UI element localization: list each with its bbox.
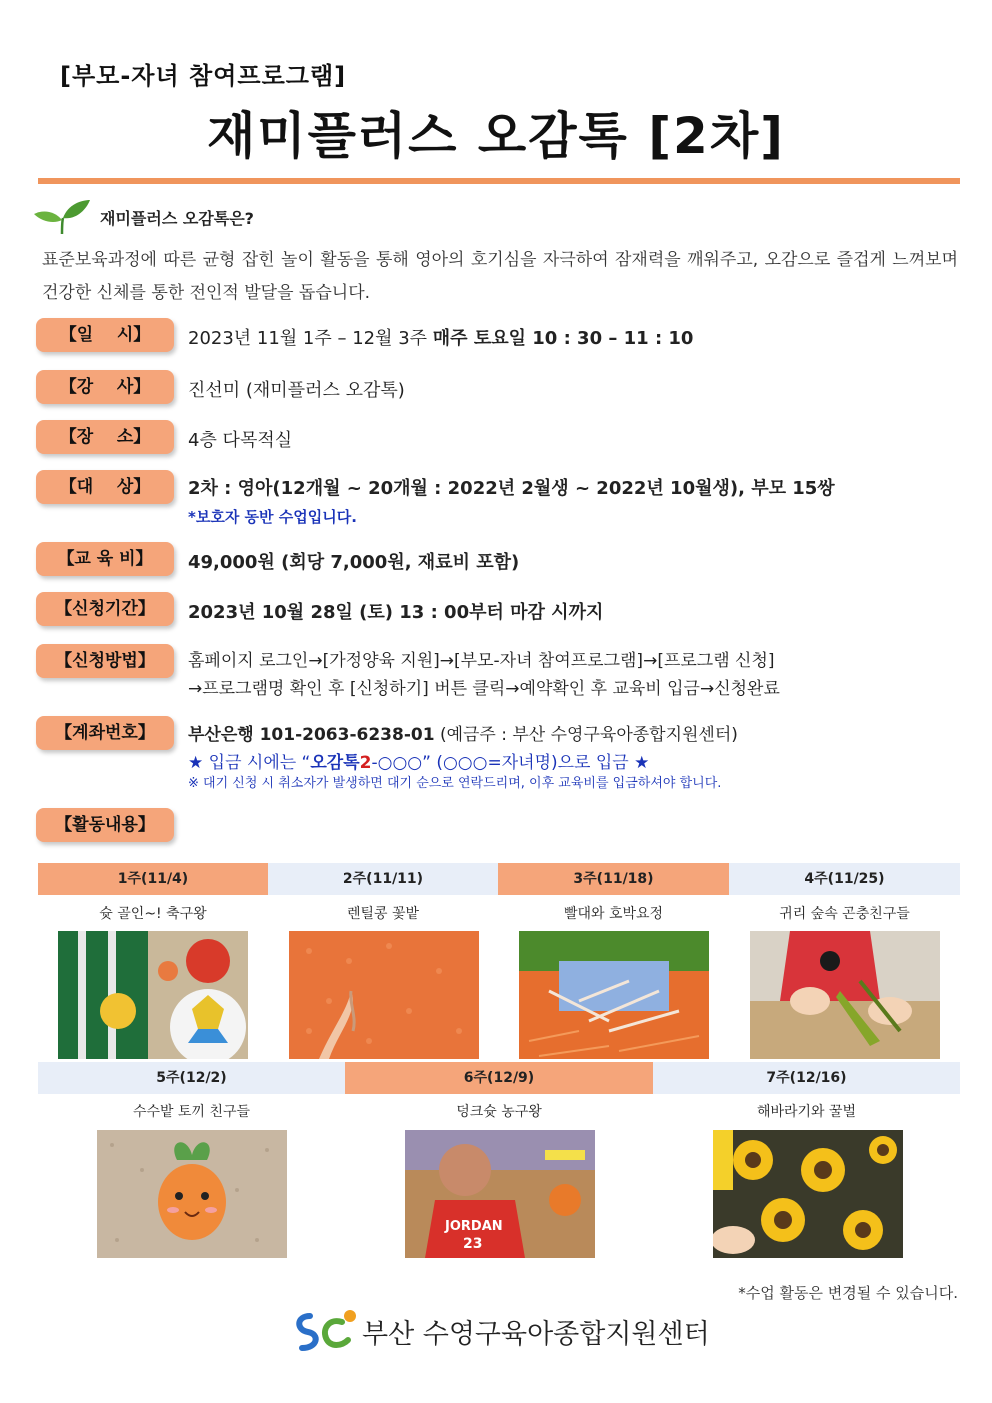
week-3-photo [519, 931, 709, 1059]
intro-question: 재미플러스 오감톡은? [100, 209, 254, 228]
week-7-photo [713, 1130, 903, 1258]
place-label: 【장 소】 [36, 420, 174, 454]
org-name: 부산 수영구육아종합지원센터 [362, 1319, 710, 1350]
method-line-2: →프로그램명 확인 후 [신청하기] 버튼 클릭→예약확인 후 교육비 입금→신청완료 [188, 679, 780, 699]
week-5-photo [97, 1130, 287, 1258]
instructor-label: 【강 사】 [36, 370, 174, 404]
week-3-activity: 빨대와 호박요정 [563, 906, 664, 922]
logo-icon [290, 1306, 360, 1356]
week-1-activity: 슛 골인~! 축구왕 [99, 906, 207, 922]
target-label: 【대 상】 [36, 470, 174, 504]
target-value: 2차 : 영아(12개월 ~ 20개월 : 2022년 2월생 ~ 2022년 10월생), 부모 15쌍 [188, 478, 835, 499]
intro-text: 표준보육과정에 따른 균형 잡힌 놀이 활동을 통해 영아의 호기심을 자극하여 잠재력을 깨워주고, 오감으로 즐겁게 느껴보며 건강한 신체를 통한 전인적 발달을 돕습니다. [42, 250, 958, 303]
week-6-activity: 덩크슛 농구왕 [456, 1104, 542, 1120]
instructor-value: 진선미 (재미플러스 오감톡) [188, 380, 405, 401]
deposit-instruction: ★ 입금 시에는 “오감톡2-○○○” (○○○=자녀명)으로 입금 ★ [188, 753, 650, 773]
account-value: 부산은행 101-2063-6238-01 (예금주 : 부산 수영구육아종합지원센터) [188, 725, 738, 745]
jersey-number: 23 [463, 1236, 483, 1252]
week-7-header: 7주(12/16) [653, 1062, 960, 1094]
target-note: *보호자 동반 수업입니다. [188, 508, 357, 526]
week-4-photo [750, 931, 940, 1059]
schedule-value: 2023년 11월 1주 – 12월 3주 매주 토요일 10 : 30 – 11 : 10 [188, 328, 694, 349]
org-logo [290, 1306, 710, 1356]
week-5-activity: 수수밭 토끼 친구들 [132, 1104, 251, 1120]
schedule-label: 【일 시】 [36, 318, 174, 352]
account-label: 【계좌번호】 [36, 716, 174, 750]
title-divider [38, 178, 960, 184]
week-5-header: 5주(12/2) [38, 1062, 345, 1094]
week-6-header: 6주(12/9) [345, 1062, 653, 1094]
period-value: 2023년 10월 28일 (토) 13 : 00부터 마감 시까지 [188, 602, 604, 623]
change-notice: *수업 활동은 변경될 수 있습니다. [738, 1284, 958, 1302]
program-subtitle: [부모-자녀 참여프로그램] [60, 62, 347, 90]
sprout-icon [32, 196, 92, 236]
week-1-header: 1주(11/4) [38, 863, 268, 895]
week-7-activity: 해바라기와 꿀벌 [756, 1104, 857, 1120]
week-2-header: 2주(11/11) [268, 863, 498, 895]
method-label: 【신청방법】 [36, 644, 174, 678]
period-label: 【신청기간】 [36, 592, 174, 626]
fee-value: 49,000원 (회당 7,000원, 재료비 포함) [188, 552, 520, 573]
week-3-header: 3주(11/18) [498, 863, 729, 895]
activities-label: 【활동내용】 [36, 808, 174, 842]
fee-label: 【교 육 비】 [36, 542, 174, 576]
week-6-photo [405, 1130, 595, 1258]
week-2-activity: 렌틸콩 꽃밭 [346, 906, 420, 922]
waitlist-note: ※ 대기 신청 시 취소자가 발생하면 대기 순으로 연락드리며, 이후 교육비를 입금하셔야 합니다. [188, 776, 722, 791]
jersey-text: JORDAN [445, 1219, 503, 1234]
page-title: 재미플러스 오감톡 [2차] [206, 107, 785, 165]
week-4-activity: 귀리 숲속 곤충친구들 [779, 906, 910, 922]
week-1-photo [58, 931, 248, 1059]
week-2-photo [289, 931, 479, 1059]
method-line-1: 홈페이지 로그인→[가정양육 지원]→[부모-자녀 참여프로그램]→[프로그램 신청] [188, 651, 775, 671]
week-4-header: 4주(11/25) [729, 863, 960, 895]
place-value: 4층 다목적실 [188, 430, 293, 451]
